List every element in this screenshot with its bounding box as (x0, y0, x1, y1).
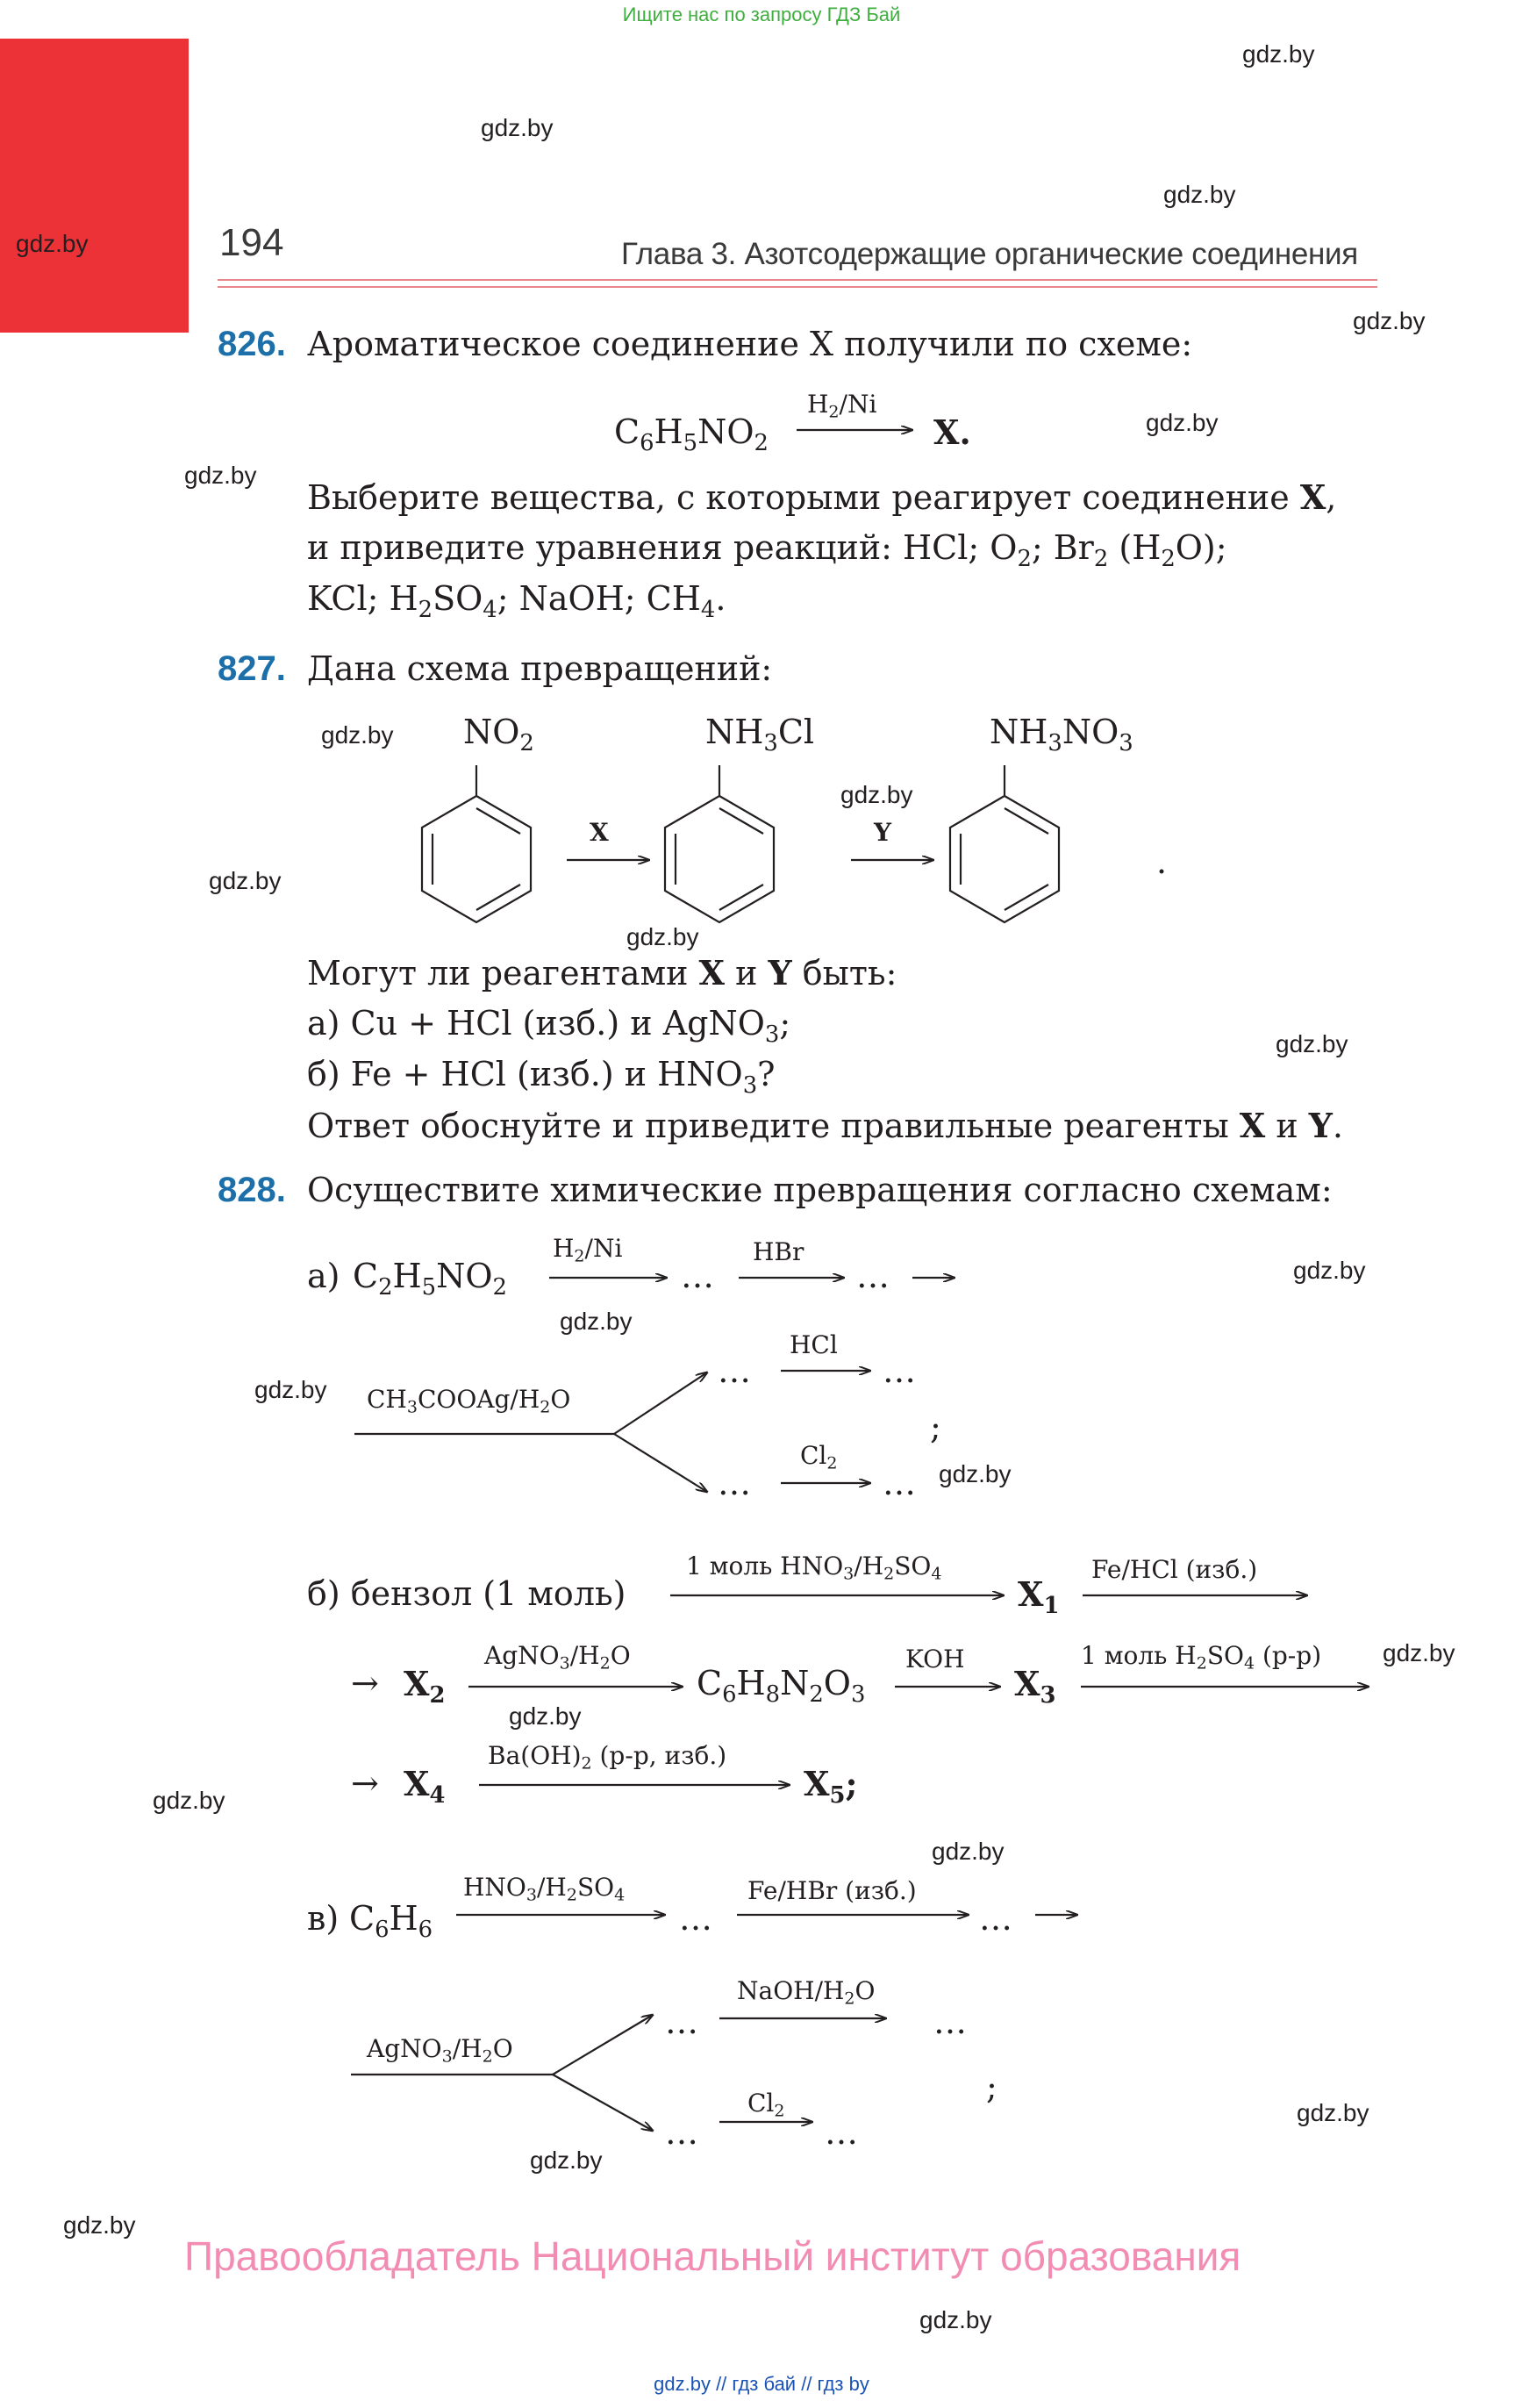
watermark: gdz.by (254, 1376, 327, 1403)
ellipsis: … (665, 2003, 698, 2041)
scheme-b-reagent-5: 1 моль $H_2SO_4$ (р-р) (1081, 1641, 1322, 1673)
scheme-c-reagent-1: $HNO_3/H_2SO_4$ (463, 1873, 626, 1905)
substituent-nh3cl: $NH_3Cl$ (705, 713, 815, 756)
top-note: Ищите нас по запросу ГДЗ Бай (622, 4, 901, 25)
watermark: gdz.by (209, 867, 282, 894)
watermark: gdz.by (939, 1460, 1012, 1487)
ellipsis: … (718, 1464, 751, 1502)
benzene-ring-3 (950, 765, 1059, 922)
scheme-b-reagent-1: 1 моль $HNO_3/H_2SO_4$ (686, 1552, 942, 1584)
watermark: gdz.by (16, 230, 89, 257)
watermark: gdz.by (1276, 1030, 1348, 1057)
scheme-c-label: в) (307, 1899, 340, 1938)
branch-arrow-down (553, 2075, 653, 2131)
arrow-label-y: Y (874, 818, 891, 847)
watermark: gdz.by (932, 1838, 1005, 1865)
substituent-no2: $NO_2$ (463, 713, 534, 756)
watermark: gdz.by (184, 462, 257, 489)
problem-826-question-2: и приведите уравнения реакций: HCl; $O_2$; $Br_2$ $(H_2O)$; (307, 528, 1227, 572)
scheme-a-branch-reagent: $CH_3COOAg/H_2O$ (367, 1385, 571, 1417)
scheme-a-reagent-2: HBr (753, 1237, 804, 1266)
watermark: gdz.by (1297, 2099, 1369, 2126)
problem-826-question-1: Выберите вещества, с которыми реагирует соединение X, (307, 477, 1337, 517)
benzene-ring-2 (665, 765, 774, 922)
scheme-a-start: $C_2H_5NO_2$ (353, 1257, 507, 1301)
scheme-b-reagent-4: KOH (905, 1645, 965, 1673)
scheme-b-reagent-6: $Ba(OH)_2$ (р-р, изб.) (488, 1741, 727, 1774)
problem-827-intro: Дана схема превращений: (307, 649, 773, 688)
watermark: gdz.by (1163, 181, 1236, 208)
watermark: gdz.by (481, 114, 554, 141)
ellipsis: … (883, 1351, 916, 1390)
ellipsis: … (665, 2113, 698, 2152)
scheme-end-dot: . (1156, 842, 1168, 881)
ellipsis: … (681, 1257, 714, 1295)
scheme-b-reagent-3: $AgNO_3/H_2O$ (484, 1641, 631, 1673)
branch-arrow-up (614, 1372, 707, 1434)
problem-number: 828. (218, 1171, 286, 1209)
scheme-c-up-reagent: NaOH/$H_2O$ (737, 1976, 876, 2009)
formula-nitrobenzene: $C_6H_5NO_2$ (614, 412, 769, 456)
compound-x1: $X_1$ (1018, 1574, 1060, 1619)
scheme-c-reagent-2: Fe/HBr (изб.) (747, 1876, 917, 1905)
substituent-nh3no3: $NH_3NO_3$ (990, 713, 1133, 756)
ellipsis: … (883, 1464, 916, 1502)
arrow-glyph: → (351, 1664, 379, 1702)
watermark: gdz.by (1353, 307, 1426, 334)
problem-827-question-1: Могут ли реагентами X и Y быть: (307, 953, 897, 993)
watermark: gdz.by (560, 1308, 633, 1335)
scheme-b-reagent-2: Fe/HCl (изб.) (1091, 1555, 1258, 1584)
ellipsis: … (933, 2003, 967, 2041)
compound-x5: $X_5$; (804, 1764, 858, 1809)
arrow-label-x: X (590, 818, 609, 847)
watermark: gdz.by (626, 923, 699, 950)
scheme-c-branch-reagent: $AgNO_3/H_2O$ (367, 2034, 513, 2067)
ellipsis: … (825, 2113, 858, 2152)
problem-number: 826. (218, 325, 286, 363)
scheme-b-label: б) бензол (1 моль) (307, 1574, 626, 1613)
problem-827-option-a: а) Cu + HCl (изб.) и AgNO$_3$; (307, 1004, 791, 1048)
watermark: gdz.by (63, 2211, 136, 2239)
arrow-glyph: → (351, 1764, 379, 1802)
scheme-c-down-reagent: $Cl_2$ (747, 2089, 785, 2121)
problem-828-intro: Осуществите химические превращения согласно схемам: (307, 1171, 1333, 1209)
ellipsis: … (679, 1899, 712, 1938)
bottom-nav[interactable]: gdz.by // гдз бай // гдз by (654, 2373, 869, 2395)
scheme-a-label: а) (307, 1257, 340, 1295)
watermark: gdz.by (1146, 409, 1219, 436)
benzene-ring-1 (422, 765, 531, 922)
reagent-h2-ni: $H_2/Ni$ (807, 390, 877, 422)
watermark: gdz.by (1293, 1257, 1366, 1284)
watermark: gdz.by (1242, 40, 1315, 68)
scheme-a-reagent-1: $H_2/Ni$ (553, 1234, 623, 1266)
chapter-title: Глава 3. Азотсодержащие органические соединения (621, 237, 1358, 271)
problem-826-question-3: KCl; $H_2SO_4$; NaOH; $CH_4$. (307, 579, 726, 623)
page-number: 194 (219, 221, 284, 264)
watermark: gdz.by (840, 781, 913, 808)
scheme-c-semicolon: ; (986, 2068, 997, 2106)
watermark: gdz.by (530, 2146, 603, 2174)
scheme-a-semicolon: ; (930, 1408, 941, 1446)
scheme-a-down-reagent: $Cl_2$ (800, 1441, 838, 1473)
ellipsis: … (718, 1351, 751, 1390)
problem-827-option-b: б) Fe + HCl (изб.) и $HNO_3$? (307, 1055, 776, 1099)
compound-x4: $X_4$ (404, 1764, 446, 1809)
problem-number: 827. (218, 649, 286, 688)
compound-x3: $X_3$ (1014, 1664, 1056, 1709)
watermark: gdz.by (153, 1787, 225, 1814)
problem-827-question-2: Ответ обоснуйте и приведите правильные реагенты X и Y. (307, 1106, 1344, 1145)
branch-arrow-down (614, 1434, 707, 1492)
watermark: gdz.by (509, 1702, 582, 1730)
product-x: X. (933, 412, 971, 452)
ellipsis: … (979, 1899, 1012, 1938)
copyright-footer: Правообладатель Национальный институт образования (184, 2233, 1241, 2279)
watermark: gdz.by (321, 721, 394, 749)
problem-826-intro: Ароматическое соединение X получили по схеме: (307, 325, 1193, 363)
branch-arrow-up (553, 2015, 653, 2075)
compound-c6h8n2o3: $C_6H_8N_2O_3$ (697, 1664, 866, 1708)
ellipsis: … (856, 1257, 890, 1295)
compound-x2: $X_2$ (404, 1664, 446, 1709)
scheme-a-up-reagent: HCl (790, 1330, 838, 1359)
watermark: gdz.by (919, 2306, 992, 2333)
watermark: gdz.by (1383, 1639, 1455, 1666)
scheme-c-start: $C_6H_6$ (349, 1899, 433, 1943)
